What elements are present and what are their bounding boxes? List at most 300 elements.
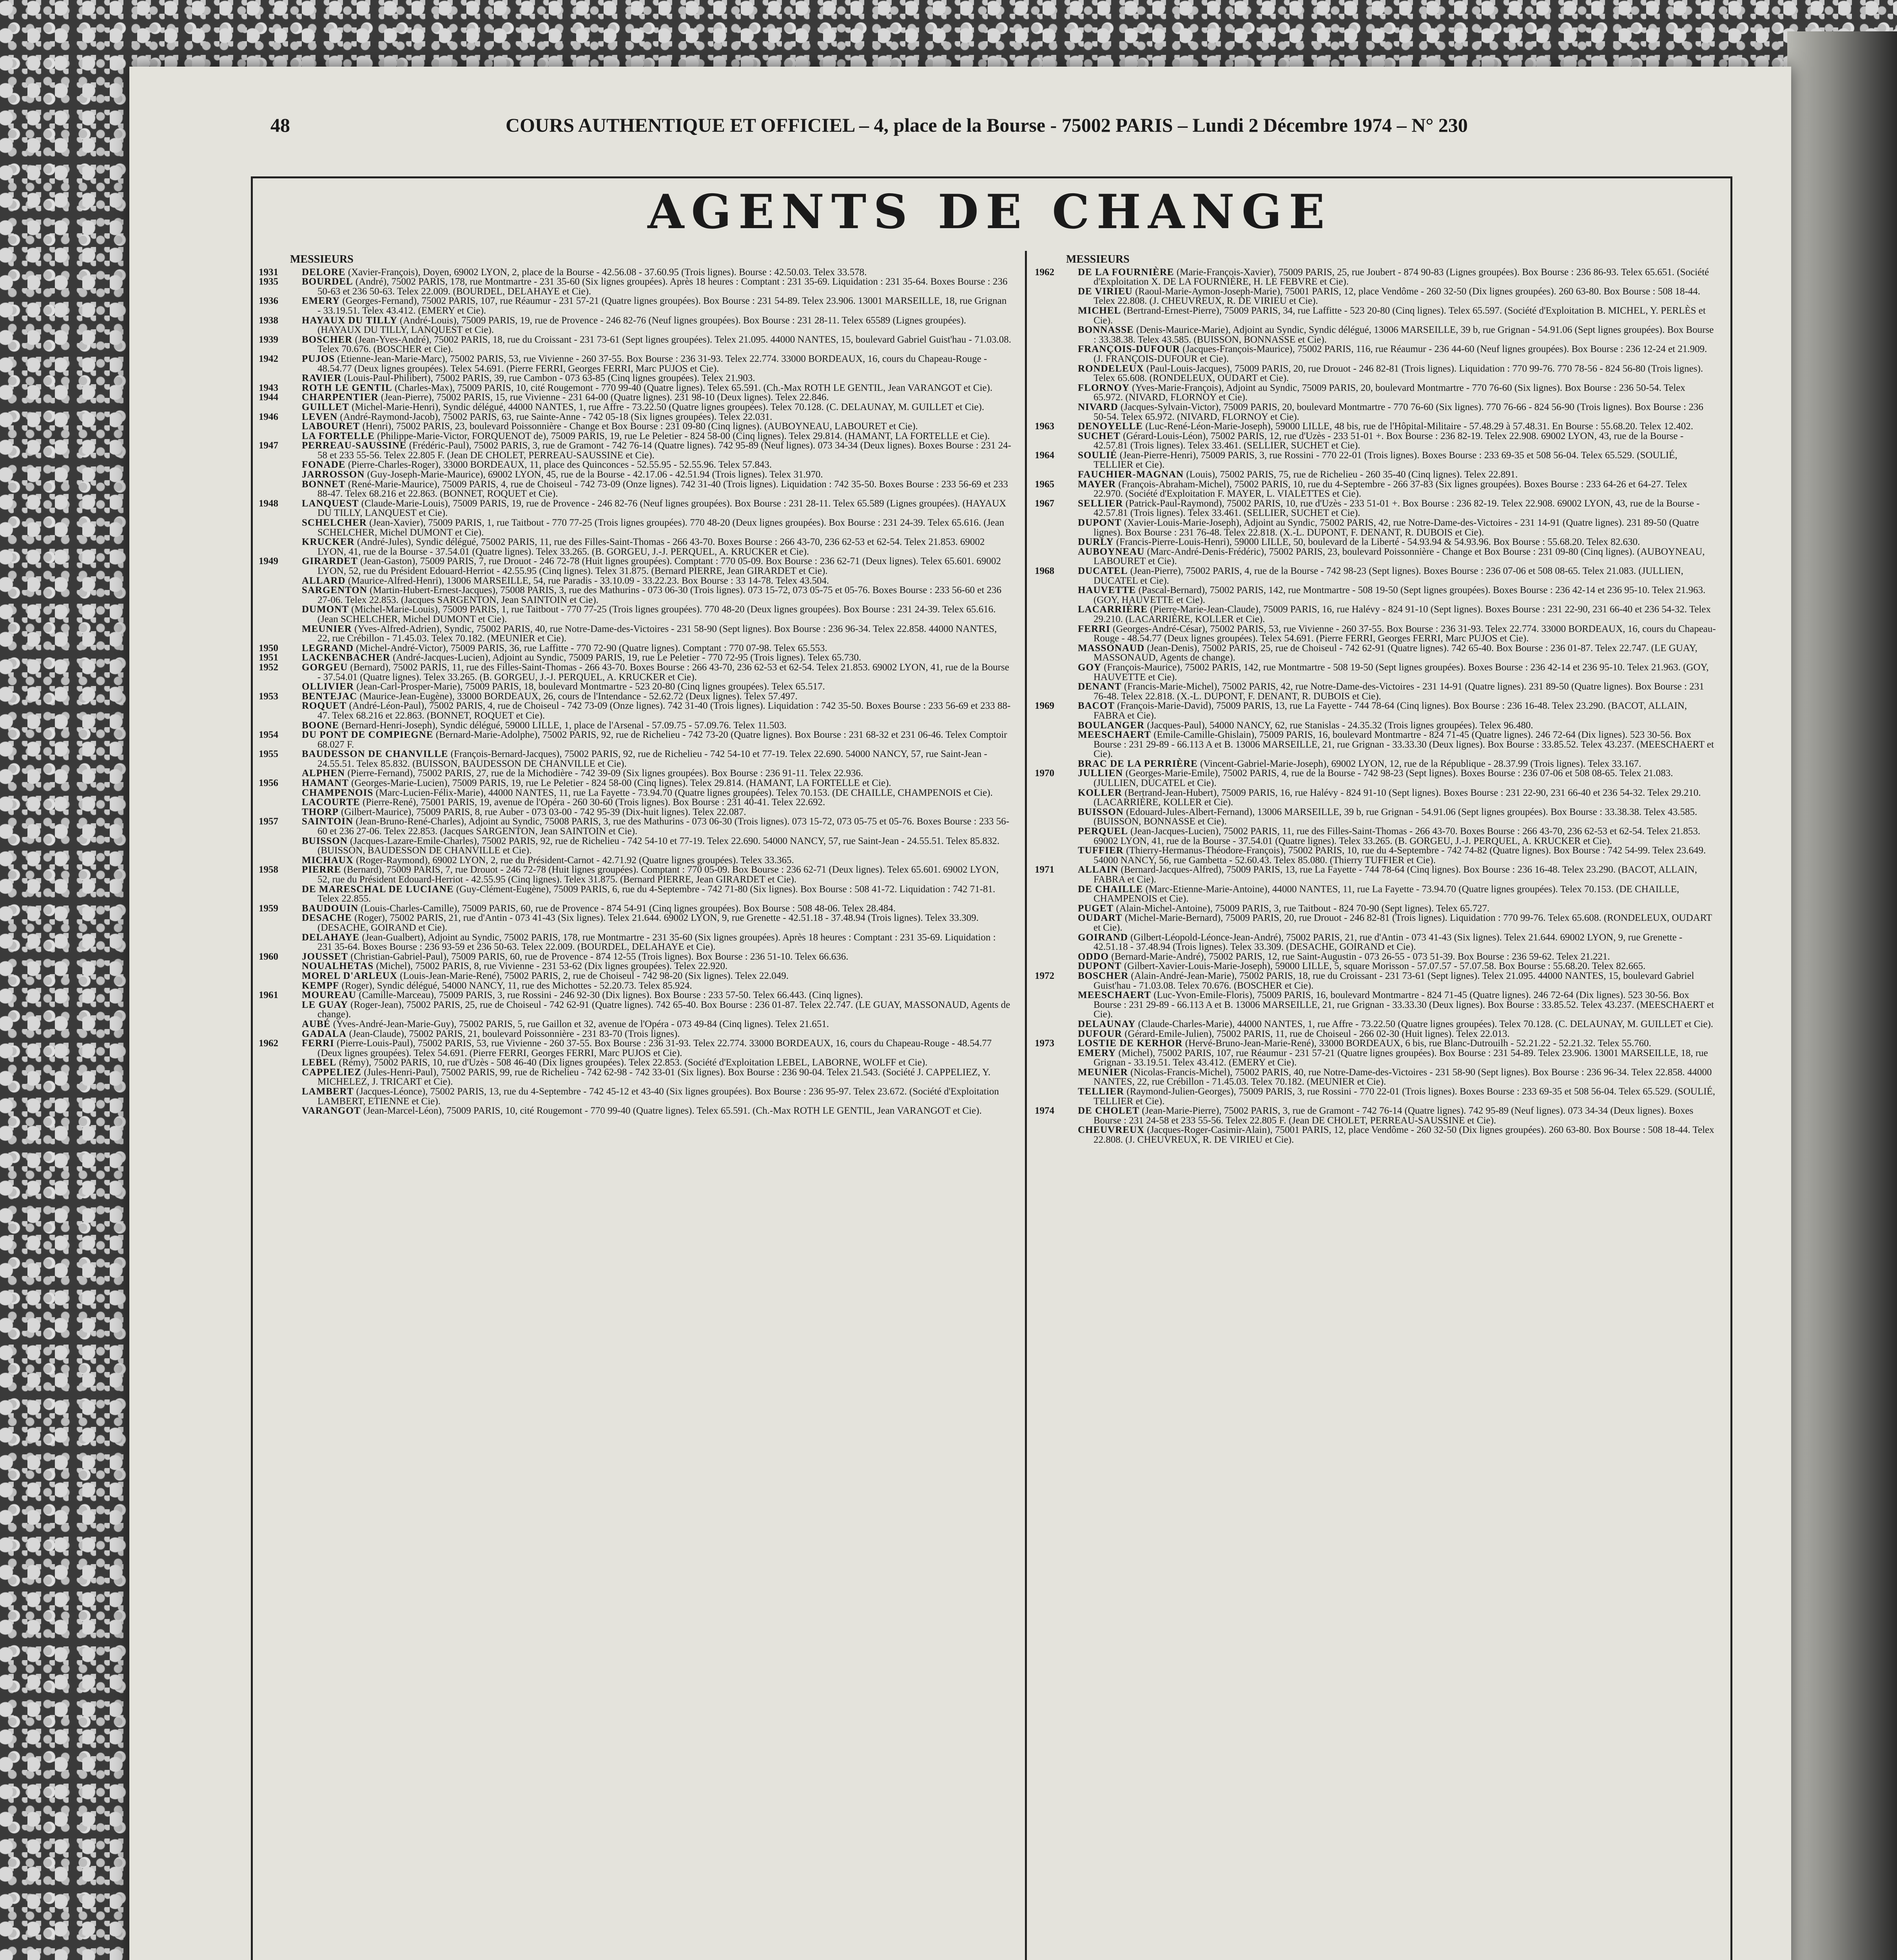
entry-details: (Jacques-Lazare-Emile-Charles), 75002 PARIS, 92, rue de Richelieu - 742 54-10 et 77-19. Telex 22.690. 54000 NANCY, 57, rue Saint-Jean - 24.55.51. Telex 85.832. (BUISSON, BAUDESSON DE CHANVILLE et Cie). — [317, 835, 1000, 856]
entry-name: BOSCHER — [1078, 970, 1129, 981]
entry-name: MEESCHAERT — [1078, 730, 1151, 740]
entry-year: 1936 — [259, 296, 278, 307]
entry-details: (François-Maurice), 75002 PARIS, 142, rue Montmartre - 508 19-50 (Sept lignes groupées). Boxes Bourse : 236 42-14 et 236 95-10. Telex 21.963. (GOY, HAUVETTE et Cie). — [1094, 662, 1709, 682]
entry-details: (Michel), 75002 PARIS, 8, rue Vivienne - 231 53-62 (Dix lignes groupées). Telex 22.920. — [376, 961, 728, 972]
entry-name: GOIRAND — [1078, 932, 1128, 943]
entry-details: (Bertrand-Jean-Hubert), 75009 PARIS, 16, rue Halévy - 824 91-10 (Sept lignes). Boxes Bourse : 231 22-90, 231 66-40 et 236 54-32. Telex 29.210. (LACARRIÈRE, KOLLER et Cie). — [1094, 787, 1701, 808]
entry-year: 1955 — [259, 749, 278, 760]
list-item — [1035, 537, 1717, 547]
entry-name: BUISSON — [1078, 806, 1124, 817]
entry-details: (Gilbert-Léopold-Léonce-Jean-André), 75002 PARIS, 21, rue d'Antin - 073 41-43 (Six lignes). Telex 21.644. 69002 LYON, 9, rue Grenette - 42.51.18 - 37.48.94 (Trois lignes). Telex 33.309. (DESACHE, GOIRAND et Cie). — [1094, 932, 1683, 953]
list-item — [1035, 644, 1717, 663]
entry-details: (Edouard-Jules-Albert-Fernand), 13006 MARSEILLE, 39 b, rue Grignan - 54.91.06 (Sept lignes groupées). Box Bourse : 33.38.38. Telex 43.585. (BUISSON, BONNASSE et Cie). — [1094, 806, 1698, 827]
entry-name: SELLIER — [1078, 498, 1123, 509]
list-item — [259, 480, 1011, 499]
entry-details: (André-Léon-Paul), 75002 PARIS, 4, rue de Choiseul - 742 73-09 (Onze lignes). 742 31-40 (Trois lignes). Liquidation : 742 35-50. Boxes Bourse : 233 56-69 et 233 88-47. Telex 68.216 et 22.863. (BONNET, ROQUET et Cie). — [317, 701, 1011, 721]
entry-details: (Michel-Marie-Bernard), 75009 PARIS, 20, rue Drouot - 246 82-81 (Trois lignes). Liquidation : 770 99-76. Telex 65.608. (RONDELEUX, OUDART et Cie). — [1094, 913, 1712, 933]
entry-details: (Bernard-Marie-Adolphe), 75002 PARIS, 92, rue de Richelieu - 742 73-20 (Quatre lignes). Box Bourse : 231 68-32 et 231 06-46. Telex Comptoir 68.027 F. — [317, 730, 1007, 750]
entry-details: (Louis-Jean-Marie-René), 75002 PARIS, 2, rue de Choiseul - 742 98-20 (Six lignes). Telex 22.049. — [400, 970, 789, 981]
entry-details: (André-Jacques-Lucien), Adjoint au Syndic, 75009 PARIS, 19, rue Le Peletier - 770 72-95 (Trois lignes). Telex 65.730. — [393, 652, 861, 663]
entry-year: 1962 — [1035, 267, 1054, 278]
entry-details: (Jean-Xavier), 75009 PARIS, 1, rue Taitbout - 770 77-25 (Trois lignes groupées). 770 48-20 (Deux lignes groupées). Box Bourse : 231 24-39. Telex 65.616. (Jean SCHELCHER, Michel DUMONT et Cie). — [317, 517, 1005, 538]
entry-name: MOUREAU — [302, 990, 356, 1001]
list-item — [1035, 991, 1717, 1020]
list-item — [1035, 971, 1717, 991]
entry-name: HAYAUX DU TILLY — [302, 315, 397, 326]
entry-name: MASSONAUD — [1078, 642, 1145, 653]
list-item — [1035, 701, 1717, 720]
entry-year: 1974 — [1035, 1105, 1054, 1116]
entry-details: (Jean-Carl-Prosper-Marie), 75009 PARIS, 18, boulevard Montmartre - 523 20-80 (Cinq lignes groupées). Telex 65.517. — [356, 681, 825, 692]
entry-year: 1968 — [1035, 566, 1054, 576]
entry-year: 1954 — [259, 730, 278, 740]
entry-name: BACOT — [1078, 701, 1115, 711]
list-item — [1035, 1068, 1717, 1087]
entry-details: (Pierre-René), 75001 PARIS, 19, avenue de l'Opéra - 260 30-60 (Trois lignes). Box Bourse : 231 40-41. Telex 22.692. — [363, 797, 825, 808]
entry-name: SARGENTON — [302, 585, 367, 596]
entry-year: 1952 — [259, 662, 278, 673]
list-item — [1035, 432, 1717, 451]
entry-details: (Martin-Hubert-Ernest-Jacques), 75008 PARIS, 3, rue des Mathurins - 073 06-30 (Trois lignes). 073 15-72, 073 05-75 et 05-76. Boxes Bourse : 233 56-60 et 236 27-06. Telex 22.853. (Jacques SARGENTON, Jean SAINTOIN et Cie). — [317, 585, 1002, 605]
list-item — [259, 769, 1011, 779]
entry-year: 1971 — [1035, 864, 1054, 875]
list-item — [259, 644, 1011, 653]
list-item — [259, 354, 1011, 374]
list-item — [1035, 846, 1717, 865]
entry-details: (Louis-Charles-Camille), 75009 PARIS, 60, rue de Provence - 874 54-91 (Cinq lignes groupées). Box Bourse : 508 48-06. Telex 28.484. — [361, 903, 896, 914]
list-item — [1035, 663, 1717, 682]
list-item — [1035, 952, 1717, 962]
entry-year: 1953 — [259, 691, 278, 702]
entry-name: ALLAIN — [1078, 864, 1119, 875]
entry-details: (Gilbert-Maurice), 75009 PARIS, 8, rue Auber - 073 03-00 - 742 95-39 (Dix-huit lignes). Telex 22.087. — [341, 806, 746, 817]
entry-year: 1960 — [259, 951, 278, 962]
entry-details: (Jacques-François-Maurice), 75002 PARIS, 116, rue Réaumur - 236 44-60 (Neuf lignes groupées). Box Bourse : 236 12-24 et 21.909. (J. FRANÇOIS-DUFOUR et Cie). — [1094, 344, 1707, 364]
list-item — [259, 817, 1011, 836]
entry-name: LACKENBACHER — [302, 652, 390, 663]
list-item — [259, 277, 1011, 296]
entry-name: JOUSSET — [302, 951, 348, 962]
entry-year: 1963 — [1035, 421, 1054, 432]
entry-details: (Michel), 75002 PARIS, 107, rue Réaumur - 231 57-21 (Quatre lignes groupées). Box Bourse : 231 54-89. Telex 23.906. 13001 MARSEILLE, 18, rue Grignan - 33.19.51. Telex 43.412. (EMERY et Cie). — [1094, 1047, 1708, 1068]
entry-details: (Roger-Jean), 75002 PARIS, 25, rue de Choiseul - 742 62-91 (Quatre lignes). 742 65-40. Box Bourse : 236 01-87. Telex 22.747. (LE GUAY, MASSONAUD, Agents de change). — [317, 999, 1010, 1020]
entry-year: 1931 — [259, 267, 278, 278]
entry-name: OLLIVIER — [302, 681, 354, 692]
column-heading: MESSIEURS — [1066, 253, 1130, 265]
entry-details: (Bertrand-Ernest-Pierre), 75009 PARIS, 34, rue Laffitte - 523 20-80 (Cinq lignes). Telex 65.597. (Société d'Exploitation B. MICHEL, Y. PERLÈS et Cie). — [1094, 305, 1706, 326]
list-item — [1035, 345, 1717, 364]
entry-details: (Pierre-Louis-Paul), 75002 PARIS, 53, rue Vivienne - 260 37-55. Box Bourse : 236 31-93. Telex 22.774. 33000 BORDEAUX, 16, cours du Chapeau-Rouge - 48.54.77 (Deux lignes groupées). Telex 54.691. (Pierre FERRI, Georges FERRI, Marc PUJOS et Cie). — [317, 1038, 992, 1058]
entry-name: FERRI — [1078, 623, 1110, 634]
list-item — [1035, 1049, 1717, 1068]
list-item — [1035, 624, 1717, 644]
entry-details: (Jacques-Léonce), 75002 PARIS, 13, rue du 4-Septembre - 742 45-12 et 43-40 (Six lignes groupées). Box Bourse : 236 95-97. Telex 23.672. (Société d'Exploitation LAMBERT, ETIENNE et Cie). — [317, 1086, 999, 1107]
entry-year: 1946 — [259, 411, 278, 422]
entry-name: PUJOS — [302, 353, 335, 364]
entry-details: (Bernard-Henri-Joseph), Syndic délégué, 59000 LILLE, 1, place de l'Arsenal - 57.09.75 - 57.09.76. Telex 11.503. — [341, 720, 787, 731]
list-item — [1035, 403, 1717, 422]
list-item — [259, 913, 1011, 933]
entry-name: LACOURTE — [302, 797, 360, 808]
entry-name: SUCHET — [1078, 430, 1121, 441]
entry-name: FRANÇOIS-DUFOUR — [1078, 344, 1180, 355]
entry-details: (Maurice-Alfred-Henri), 13006 MARSEILLE, 54, rue Paradis - 33.10.09 - 33.22.23. Box Bourse : 33 14-78. Telex 43.504. — [348, 575, 829, 586]
entry-year: 1973 — [1035, 1038, 1054, 1049]
list-item — [1035, 1029, 1717, 1039]
entry-name: DUFOUR — [1078, 1028, 1122, 1039]
list-item — [1035, 470, 1717, 480]
list-item — [1035, 904, 1717, 914]
entry-details: (Jacques-Paul), 54000 NANCY, 62, rue Stanislas - 24.35.32 (Trois lignes groupées). Telex 96.480. — [1147, 720, 1533, 731]
list-item — [259, 788, 1011, 798]
entry-name: PIERRE — [302, 864, 341, 875]
entry-details: (Michel-André-Victor), 75009 PARIS, 36, rue Laffitte - 770 72-90 (Quatre lignes). Comptant : 770 07-98. Telex 65.553. — [356, 642, 827, 653]
entry-name: SAINTOIN — [302, 816, 354, 827]
entry-details: (Yves-Alfred-Adrien), Syndic, 75002 PARIS, 40, rue Notre-Dame-des-Victoires - 231 58-90 (Sept lignes). Box Bourse : 236 96-34. Telex 22.858. 44000 NANTES, 22, rue Crébillon - 71.45.03. Telex 70.182. (MEUNIER et Cie). — [317, 623, 997, 644]
list-item — [1035, 913, 1717, 933]
entry-details: (Georges-Marie-Lucien), 75009 PARIS, 19, rue Le Peletier - 824 58-00 (Cinq lignes). Telex 29.814. (HAMANT, LA FORTELLE et Cie). — [351, 778, 891, 789]
list-item — [259, 750, 1011, 769]
entry-details: (Claude-Charles-Marie), 44000 NANTES, 1, rue Affre - 73.22.50 (Quatre lignes groupées). Telex 70.128. (C. DELAUNAY, M. GUILLET et Cie). — [1138, 1018, 1714, 1029]
entry-name: HAMANT — [302, 778, 349, 789]
entry-details: (Marc-Etienne-Marie-Antoine), 44000 NANTES, 11, rue La Fayette - 73.94.70 (Quatre lignes groupées). Telex 70.153. (DE CHAILLE, CHAMPENOIS et Cie). — [1094, 884, 1679, 904]
entry-details: (Alain-André-Jean-Marie), 75002 PARIS, 18, rue du Croissant - 231 73-61 (Sept lignes). Telex 21.095. 44000 NANTES, 15, boulevard Gabriel Guist'hau - 71.03.08. Telex 70.676. (BOSCHER et Cie). — [1094, 970, 1694, 991]
entry-details: (Maurice-Jean-Eugène), 33000 BORDEAUX, 26, cours de l'Intendance - 52.62.72 (Deux lignes). Telex 57.497. — [359, 691, 798, 702]
entry-name: DE VIRIEU — [1078, 286, 1133, 297]
left-column — [259, 255, 1011, 1116]
entry-year: 1962 — [259, 1038, 278, 1049]
entry-details: (Raoul-Marie-Aymon-Joseph-Marie), 75001 PARIS, 12, place Vendôme - 260 32-50 (Dix lignes groupées). 260 63-80. Box Bourse : 508 18-44. Telex 22.808. (J. CHEUVREUX, R. DE VIRIEU et Cie). — [1094, 286, 1701, 307]
entry-name: FONADE — [302, 459, 346, 470]
entry-details: (Jean-Jacques-Lucien), 75002 PARIS, 11, rue des Filles-Saint-Thomas - 266 43-70. Boxes Bourse : 266 43-70, 236 62-53 et 62-54. Telex 21.853. 69002 LYON, 41, rue de la Bourse - 37.54.01 (Quatre lignes). Telex 33.265. (B. GORGEU, J.-J. PERQUEL, A. KRUCKER et Cie). — [1094, 826, 1701, 846]
list-item — [1035, 769, 1717, 788]
entry-year: 1972 — [1035, 970, 1054, 981]
list-item — [259, 1058, 1011, 1068]
entry-details: (Francis-Marie-Michel), 75002 PARIS, 42, rue Notre-Dame-des-Victoires - 231 14-91 (Quatre lignes). 231 89-50 (Quatre lignes). Box Bourse : 231 76-48. Telex 22.818. (X.-L. DUPONT, F. DENANT, R. DUBOIS et Cie). — [1094, 681, 1704, 702]
entry-name: LABOURET — [302, 421, 360, 432]
entry-details: (Michel-Marie-Henri), Syndic délégué, 44000 NANTES, 1, rue Affre - 73.22.50 (Quatre lignes groupées). Telex 70.128. (C. DELAUNAY, M. GUILLET et Cie). — [352, 401, 985, 412]
entry-name: GIRARDET — [302, 556, 358, 567]
entry-details: (Patrick-Paul-Raymond), 75002 PARIS, 10, rue d'Uzès - 233 51-01 +. Box Bourse : 236 82-19. Telex 22.908. 69002 LYON, 43, rue de la Bourse - 42.57.81 (Trois lignes). Telex 33.461. (SELLIER, SUCHET et Cie). — [1094, 498, 1700, 519]
entry-details: (Pierre-Marie-Jean-Claude), 75009 PARIS, 16, rue Halévy - 824 91-10 (Sept lignes). Boxes Bourse : 231 22-90, 231 66-40 et 236 54-32. Telex 29.210. (LACARRIÈRE, KOLLER et Cie). — [1094, 604, 1711, 624]
entry-details: (Denis-Maurice-Marie), Adjoint au Syndic, Syndic délégué, 13006 MARSEILLE, 39 b, rue Grignan - 54.91.06 (Sept lignes groupées). Box Bourse : 33.38.38. Telex 43.585. (BUISSON, BONNASSE et Cie). — [1094, 325, 1714, 345]
entry-details: (Jean-Pierre-Henri), 75009 PARIS, 3, rue Rossini - 770 22-01 (Trois lignes). Boxes Bourse : 233 69-35 et 508 56-04. Telex 65.529. (SOULIÉ, TELLIER et Cie). — [1094, 450, 1678, 470]
list-item — [259, 837, 1011, 856]
list-item — [1035, 933, 1717, 952]
entry-name: GUILLET — [302, 401, 349, 412]
entry-name: DE MARESCHAL DE LUCIANE — [302, 884, 454, 895]
header-title: COURS AUTHENTIQUE ET OFFICIEL – 4, place de la Bourse - 75002 PARIS – Lundi 2 Décembre 1974 – N° 230 — [506, 114, 1468, 136]
list-item — [259, 1106, 1011, 1116]
list-item — [1035, 1020, 1717, 1029]
entry-details: (Alain-Michel-Antoine), 75009 PARIS, 3, rue Taitbout - 824 70-90 (Sept lignes). Telex 65.727. — [1116, 903, 1490, 914]
list-item — [1035, 499, 1717, 518]
entry-details: (Louis-Paul-Philibert), 75002 PARIS, 39, rue Cambon - 073 63-85 (Cinq lignes groupées). Telex 21.903. — [344, 373, 755, 384]
entry-details: (André-Louis), 75009 PARIS, 19, rue de Provence - 246 82-76 (Neuf lignes groupées). Box Bourse : 231 28-11. Telex 65589 (Lignes groupées). (HAYAUX DU TILLY, LANQUEST et Cie). — [317, 315, 967, 336]
entry-name: KEMPF — [302, 980, 339, 991]
list-item — [1035, 287, 1717, 306]
entry-name: MOREL D'ARLEUX — [302, 970, 397, 981]
list-item — [259, 1087, 1011, 1106]
list-item — [259, 962, 1011, 971]
list-item — [1035, 325, 1717, 345]
entry-details: (Pascal-Bernard), 75002 PARIS, 142, rue Montmartre - 508 19-50 (Sept lignes groupées). Boxes Bourse : 236 42-14 et 236 95-10. Telex 21.963. (GOY, HAUVETTE et Cie). — [1094, 585, 1706, 605]
list-item — [1035, 451, 1717, 470]
entry-year: 1949 — [259, 556, 278, 567]
entry-details: (Guy-Clément-Eugène), 75009 PARIS, 6, rue du 4-Septembre - 742 71-80 (Six lignes). Box Bourse : 508 41-72. Liquidation : 742 71-81. Telex 22.855. — [317, 884, 996, 904]
entry-name: PERREAU-SAUSSINE — [302, 440, 407, 451]
entry-name: ALLARD — [302, 575, 346, 586]
entry-name: MICHEL — [1078, 305, 1121, 316]
entry-details: (Guy-Joseph-Marie-Maurice), 69002 LYON, 45, rue de la Bourse - 42.17.06 - 42.51.94 (Trois lignes). Telex 31.970. — [367, 469, 823, 480]
entry-details: (Nicolas-Francis-Michel), 75002 PARIS, 40, rue Notre-Dame-des-Victoires - 231 58-90 (Sept lignes). Box Bourse : 236 96-34. Telex 22.858. 44000 NANTES, 22, rue Crébillon - 71.45.03. Telex 70.182. (MEUNIER et Cie). — [1094, 1067, 1712, 1087]
list-item — [259, 663, 1011, 682]
entry-details: (André), 75002 PARIS, 178, rue Montmartre - 231 35-60 (Six lignes groupées). Après 18 heures : Comptant : 231 35-69. Liquidation : 231 35-64. Boxes Bourse : 236 50-63 et 236 50-63. Telex 22.009. (BOURDEL, DELAHAYE et Cie). — [317, 276, 1008, 297]
entry-details: (Jean-Claude), 75002 PARIS, 21, boulevard Poissonnière - 231 83-70 (Trois lignes). — [349, 1028, 680, 1039]
entry-name: HAUVETTE — [1078, 585, 1136, 596]
entry-name: OUDART — [1078, 913, 1123, 924]
list-item — [1035, 605, 1717, 624]
entry-details: (François-Abraham-Michel), 75002 PARIS, 10, rue du 4-Septembre - 266 37-83 (Six lignes groupées). Boxes Bourse : 233 64-26 et 64-27. Telex 22.970. (Société d'Exploitation F. MAYER, L. VIALETTES et Cie). — [1094, 479, 1687, 499]
entry-details: (Gérard-Emile-Julien), 75002 PARIS, 11, rue de Choiseul - 266 02-30 (Huit lignes). Telex 22.013. — [1124, 1028, 1510, 1039]
entry-name: NOUALHETAS — [302, 961, 374, 972]
entry-details: (Christian-Gabriel-Paul), 75009 PARIS, 60, rue de Provence - 874 12-55 (Trois lignes). Box Bourse : 236 51-10. Telex 66.636. — [350, 951, 849, 962]
entry-name: KOLLER — [1078, 787, 1122, 798]
entry-name: BONNET — [302, 479, 346, 490]
entry-details: (Yves-André-Jean-Marie-Guy), 75002 PARIS, 5, rue Gaillon et 32, avenue de l'Opéra - 073 49-84 (Cinq lignes). Telex 21.651. — [333, 1018, 829, 1029]
entry-name: GORGEU — [302, 662, 348, 673]
entry-details: (Roger), 75002 PARIS, 21, rue d'Antin - 073 41-43 (Six lignes). Telex 21.644. 69002 LYON, 9, rue Grenette - 42.51.18 - 37.48.94 (Trois lignes). Telex 33.309. (DESACHE, GOIRAND et Cie). — [317, 913, 979, 933]
list-item — [259, 518, 1011, 537]
entry-name: LA FORTELLE — [302, 430, 375, 441]
entry-year: 1944 — [259, 392, 278, 403]
list-item — [1035, 268, 1717, 287]
entry-details: (Etienne-Jean-Marie-Marc), 75002 PARIS, 53, rue Vivienne - 260 37-55. Box Bourse : 236 31-93. Telex 22.774. 33000 BORDEAUX, 16, cours du Chapeau-Rouge - 48.54.77 (Deux lignes groupées). Telex 54.691. (Pierre FERRI, Georges FERRI, Marc PUJOS et Cie). — [317, 353, 987, 374]
entry-name: NIVARD — [1078, 401, 1118, 412]
entry-name: DELORE — [302, 267, 346, 278]
entry-name: DE LA FOURNIÈRE — [1078, 267, 1174, 278]
entry-details: (Marc-André-Denis-Frédéric), 75002 PARIS, 23, boulevard Poissonnière - Change et Box Bourse : 231 09-80 (Cinq lignes). (AUBOYNEAU, LABOURET et Cie). — [1094, 546, 1705, 567]
list-item — [259, 470, 1011, 480]
list-item — [259, 904, 1011, 914]
list-item — [259, 865, 1011, 884]
list-item — [1035, 364, 1717, 383]
entry-details: (Roger-Raymond), 69002 LYON, 2, rue du Président-Carnot - 42.71.92 (Quatre lignes groupées). Telex 33.365. — [356, 855, 794, 866]
list-item — [259, 798, 1011, 808]
entry-details: (Xavier-Louis-Marie-Joseph), Adjoint au Syndic, 75002 PARIS, 42, rue Notre-Dame-des-Victoires - 231 14-91 (Quatre lignes). 231 89-50 (Quatre lignes). Box Bourse : 231 76-48. Telex 22.818. (X.-L. DUPONT, F. DENANT, R. DUBOIS et Cie). — [1094, 517, 1699, 538]
entry-name: DE CHOLET — [1078, 1105, 1139, 1116]
list-item — [259, 721, 1011, 731]
list-item — [1035, 808, 1717, 827]
entry-name: LEBEL — [302, 1057, 337, 1068]
list-item — [259, 933, 1011, 952]
entry-details: (Jean-Bruno-René-Charles), Adjoint au Syndic, 75008 PARIS, 3, rue des Mathurins - 073 06-30 (Trois lignes). 073 15-72, 073 05-75 et 05-76. Boxes Bourse : 233 56-60 et 236 27-06. Telex 22.853. (Jacques SARGENTON, Jean SAINTOIN et Cie). — [317, 816, 1009, 837]
entry-name: CHAMPENOIS — [302, 787, 374, 798]
entry-details: (Claude-Marie-Louis), 75009 PARIS, 19, rue de Provence - 246 82-76 (Neuf lignes groupées). Box Bourse : 231 28-11. Telex 65.589 (Lignes groupées). (HAYAUX DU TILLY, LANQUEST et Cie). — [317, 498, 1007, 519]
entry-year: 1958 — [259, 864, 278, 875]
entry-name: MICHAUX — [302, 855, 354, 866]
entry-details: (Camille-Marceau), 75009 PARIS, 3, rue Rossini - 246 92-30 (Dix lignes). Box Bourse : 233 57-50. Telex 66.443. (Cinq lignes). — [359, 990, 863, 1001]
entry-name: CHEUVREUX — [1078, 1125, 1145, 1136]
list-item — [259, 692, 1011, 702]
entry-year: 1935 — [259, 276, 278, 287]
list-item — [259, 779, 1011, 788]
entry-details: (Bernard), 75009 PARIS, 7, rue Drouot - 246 72-78 (Huit lignes groupées). Comptant : 770 05-09. Box Bourse : 236 62-71 (Deux lignes). Telex 65.601. 69002 LYON, 52, rue du Président Edouard-Herriot - 42.55.95 (Cinq lignes). Telex 31.875. (Bernard PIERRE, Jean GIRARDET et Cie). — [317, 864, 999, 885]
list-item — [259, 296, 1011, 316]
list-item — [1035, 1087, 1717, 1106]
entry-year: 1957 — [259, 816, 278, 827]
list-item — [259, 856, 1011, 866]
list-item — [259, 432, 1011, 441]
list-item — [259, 335, 1011, 354]
entry-name: RAVIER — [302, 373, 342, 384]
entry-name: MEUNIER — [302, 623, 352, 634]
list-item — [1035, 865, 1717, 884]
entry-details: (Jean-Gualbert), Adjoint au Syndic, 75002 PARIS, 178, rue Montmartre - 231 35-60 (Six lignes groupées). Après 18 heures : Comptant : 231 35-69. Liquidation : 231 35-64. Boxes Bourse : 236 93-59 et 236 50-63. Telex 22.009. (BOURDEL, DELAHAYE et Cie). — [317, 932, 996, 953]
entry-name: BOONE — [302, 720, 339, 731]
list-item — [259, 1020, 1011, 1029]
entry-details: (Paul-Louis-Jacques), 75009 PARIS, 20, rue Drouot - 246 82-81 (Trois lignes). Liquidation : 770 99-76. 770 78-56 - 824 56-80 (Trois lignes). Telex 65.608. (RONDELEUX, OUDART et Cie). — [1094, 363, 1703, 384]
entry-name: LACARRIÈRE — [1078, 604, 1148, 615]
entry-name: CHARPENTIER — [302, 392, 379, 403]
list-item — [259, 586, 1011, 605]
list-item — [1035, 1106, 1717, 1125]
entry-name: LANQUEST — [302, 498, 359, 509]
entry-name: FAUCHIER-MAGNAN — [1078, 469, 1184, 480]
entry-name: DELAHAYE — [302, 932, 360, 943]
list-item — [259, 403, 1011, 412]
entry-name: BENTEJAC — [302, 691, 357, 702]
list-item — [259, 991, 1011, 1000]
entry-details: (Jean-Marie-Pierre), 75002 PARIS, 3, rue de Gramont - 742 76-14 (Quatre lignes). 742 95-89 (Neuf lignes). 073 34-34 (Deux lignes). Boxes Bourse : 231 24-58 et 233 55-56. Telex 22.805 F. (Jean DE CHOLET, PERREAU-SAUSSINE et Cie). — [1094, 1105, 1694, 1126]
entry-details: (Hervé-Bruno-Jean-Marie-René), 33000 BORDEAUX, 6 bis, rue Blanc-Dutrouilh - 52.21.22 - 52.21.32. Telex 55.760. — [1185, 1038, 1651, 1049]
entry-year: 1939 — [259, 334, 278, 345]
column-divider — [1025, 251, 1027, 1960]
list-item — [259, 624, 1011, 644]
entry-name: GADALA — [302, 1028, 347, 1039]
entry-name: MEESCHAERT — [1078, 990, 1151, 1001]
list-item — [259, 537, 1011, 557]
list-item — [259, 605, 1011, 624]
list-item — [259, 460, 1011, 470]
list-item — [1035, 962, 1717, 971]
entry-details: (Thierry-Hermanus-Théodore-François), 75002 PARIS, 10, rue du 4-Septembre - 742 74-82 (Quatre lignes). Box Bourse : 742 54-99. Telex 23.649. 54000 NANCY, 56, rue Gambetta - 52.60.43. Telex 85.080. (Thierry TUFFIER et Cie). — [1094, 845, 1706, 866]
entry-name: AUBÉ — [302, 1018, 331, 1029]
list-item — [1035, 586, 1717, 605]
list-item — [259, 268, 1011, 278]
entry-name: LAMBERT — [302, 1086, 354, 1097]
entry-details: (Michel-Marie-Louis), 75009 PARIS, 1, rue Taitbout - 770 77-25 (Trois lignes groupées). 770 48-20 (Deux lignes groupées). Box Bourse : 231 24-39. Telex 65.616. (Jean SCHELCHER, Michel DUMONT et Cie). — [317, 604, 996, 624]
entry-name: GOY — [1078, 662, 1101, 673]
entry-name: TUFFIER — [1078, 845, 1124, 856]
entry-details: (Louis), 75002 PARIS, 75, rue de Richelieu - 260 35-40 (Cinq lignes). Telex 22.891. — [1186, 469, 1518, 480]
entry-name: LEGRAND — [302, 642, 354, 653]
entry-year: 1956 — [259, 778, 278, 789]
entry-year: 1969 — [1035, 701, 1054, 711]
list-item — [259, 952, 1011, 962]
list-item — [1035, 788, 1717, 808]
list-item — [259, 981, 1011, 991]
entry-name: BAUDOUIN — [302, 903, 359, 914]
entry-year: 1965 — [1035, 479, 1054, 490]
entry-name: FERRI — [302, 1038, 334, 1049]
list-item — [1035, 306, 1717, 325]
entry-name: VARANGOT — [302, 1105, 361, 1116]
entry-details: (Pierre-Charles-Roger), 33000 BORDEAUX, 11, place des Quinconces - 52.55.95 - 52.55.96. Telex 57.843. — [348, 459, 772, 470]
entry-details: (Jean-Denis), 75002 PARIS, 25, rue de Choiseul - 742 62-91 (Quatre lignes). 742 65-40. Box Bourse : 236 01-87. Telex 22.747. (LE GUAY, MASSONAUD, Agents de change). — [1094, 642, 1698, 663]
list-item — [259, 374, 1011, 383]
entry-name: DURLY — [1078, 537, 1114, 548]
entry-name: ROQUET — [302, 701, 347, 711]
list-item — [259, 383, 1011, 393]
entry-details: (Bernard), 75002 PARIS, 11, rue des Filles-Saint-Thomas - 266 43-70. Boxes Bourse : 266 43-70, 236 62-53 et 62-54. Telex 21.853. 69002 LYON, 41, rue de la Bourse - 37.54.01 (Quatre lignes). Telex 33.265. (B. GORGEU, J.-J. PERQUEL, A. KRUCKER et Cie). — [317, 662, 1009, 682]
list-item — [259, 682, 1011, 692]
entry-details: (Luc-Yvon-Emile-Floris), 75009 PARIS, 16, boulevard Montmartre - 824 71-45 (Quatre lignes). 246 72-64 (Dix lignes). 523 30-56. Box Bourse : 231 29-89 - 66.113 A et B. 13006 MARSEILLE, 21, rue Grignan - 33.33.30 (Deux lignes). Box Bourse : 33.85.52. Telex 43.237. (MEESCHAERT et Cie). — [1094, 990, 1714, 1020]
list-item — [259, 1039, 1011, 1058]
entry-details: (François-Bernard-Jacques), 75002 PARIS, 92, rue de Richelieu - 742 54-10 et 77-19. Telex 22.690. 54000 NANCY, 57, rue Saint-Jean - 24.55.51. Telex 85.832. (BUISSON, BAUDESSON DE CHANVILLE et Cie). — [317, 749, 987, 769]
entry-details: (Philippe-Marie-Victor, FORQUENOT de), 75009 PARIS, 19, rue Le Peletier - 824 58-00 (Cinq lignes). Telex 29.814. (HAMANT, LA FORTELLE et Cie). — [377, 430, 990, 441]
list-item — [259, 1068, 1011, 1087]
entry-details: (André-Jules), Syndic délégué, 75002 PARIS, 11, rue des Filles-Saint-Thomas - 266 43-70. Boxes Bourse : 266 43-70, 236 62-53 et 62-54. Telex 21.853. 69002 LYON, 41, rue de la Bourse - 37.54.01 (Quatre lignes). Telex 33.265. (B. GORGEU, J.-J. PERQUEL, A. KRUCKER et Cie). — [317, 537, 985, 557]
entry-details: (Pierre-Fernand), 75002 PARIS, 27, rue de la Michodière - 742 39-09 (Six lignes groupées). Box Bourse : 236 91-11. Telex 22.936. — [347, 768, 863, 779]
entry-name: BOSCHER — [302, 334, 353, 345]
entry-name: ALPHEN — [302, 768, 345, 779]
entry-name: DESACHE — [302, 913, 352, 924]
entry-details: (Bernard-Jacques-Alfred), 75009 PARIS, 13, rue La Fayette - 744 78-64 (Cinq lignes). Box Bourse : 236 16-48. Telex 23.290. (BACOT, ALLAIN, FABRA et Cie). — [1094, 864, 1697, 885]
entry-year: 1959 — [259, 903, 278, 914]
list-item — [259, 653, 1011, 663]
list-item — [259, 885, 1011, 904]
entry-details: (René-Marie-Maurice), 75009 PARIS, 4, rue de Choiseul - 742 73-09 (Onze lignes). 742 31-40 (Trois lignes). Liquidation : 742 35-50. Boxes Bourse : 233 56-69 et 233 88-47. Telex 68.216 et 22.863. (BONNET, ROQUET et Cie). — [317, 479, 1008, 499]
entry-details: (Georges-André-César), 75002 PARIS, 53, rue Vivienne - 260 37-55. Box Bourse : 236 31-93. Telex 22.774. 33000 BORDEAUX, 16, cours du Chapeau-Rouge - 48.54.77 (Deux lignes groupées). Telex 54.691. (Pierre FERRI, Georges FERRI, Marc PUJOS et Cie). — [1094, 623, 1716, 644]
entry-name: EMERY — [302, 296, 340, 307]
entry-details: (Raymond-Julien-Georges), 75009 PARIS, 3, rue Rossini - 770 22-01 (Trois lignes). Boxes Bourse : 233 69-35 et 508 56-04. Telex 65.529. (SOULIÉ, TELLIER et Cie). — [1094, 1086, 1716, 1107]
list-item — [1035, 480, 1717, 499]
list-item — [259, 701, 1011, 720]
entry-name: SOULIÉ — [1078, 450, 1117, 461]
page-title: AGENTS DE CHANGE — [647, 184, 1332, 240]
entry-details: (Henri), 75002 PARIS, 23, boulevard Poissonnière - Change et Box Bourse : 231 09-80 (Cinq lignes). (AUBOYNEAU, LABOURET et Cie). — [362, 421, 918, 432]
list-item — [259, 422, 1011, 432]
entry-name: BRAC DE LA PERRIÈRE — [1078, 758, 1198, 769]
list-item — [259, 557, 1011, 576]
entry-year: 1942 — [259, 353, 278, 364]
entry-name: EMERY — [1078, 1047, 1116, 1058]
list-item — [1035, 383, 1717, 403]
entry-name: JARROSSON — [302, 469, 365, 480]
entry-details: (Marie-François-Xavier), 75009 PARIS, 25, rue Joubert - 874 90-83 (Lignes groupées). Box Bourse : 236 86-93. Telex 65.651. (Société d'Exploitation X. DE LA FOURNIÈRE, H. LE FEBVRE et Cie). — [1094, 267, 1709, 287]
list-item — [1035, 1039, 1717, 1049]
book-spine — [1787, 31, 1897, 1960]
entry-year: 1943 — [259, 382, 278, 393]
entry-details: (André-Raymond-Jacob), 75002 PARIS, 63, rue Sainte-Anne - 742 05-18 (Six lignes groupées). Telex 22.031. — [340, 411, 773, 422]
entry-name: DU PONT DE COMPIEGNE — [302, 730, 433, 740]
entry-year: 1947 — [259, 440, 278, 451]
entry-name: PERQUEL — [1078, 826, 1128, 837]
entry-name: THORP — [302, 806, 339, 817]
entry-name: BOURDEL — [302, 276, 353, 287]
entry-details: (Marc-Lucien-Félix-Marie), 44000 NANTES, 11, rue La Fayette - 73.94.70 (Quatre lignes groupées). Telex 70.153. (DE CHAILLE, CHAMPENOIS et Cie). — [375, 787, 993, 798]
list-item — [1035, 730, 1717, 759]
entry-details: (Gilbert-Xavier-Louis-Marie-Joseph), 59000 LILLE, 5, square Morisson - 57.07.57 - 57.07.58. Box Bourse : 55.68.20. Telex 82.665. — [1124, 961, 1646, 972]
entry-name: DENANT — [1078, 681, 1122, 692]
list-item — [1035, 566, 1717, 586]
entry-details: (Francis-Pierre-Louis-Henri), 59000 LILLE, 50, boulevard de la Liberté - 54.93.94 & 54.93.96. Box Bourse : 55.68.20. Telex 82.630. — [1116, 537, 1640, 548]
entry-name: BUISSON — [302, 835, 348, 846]
page-header — [141, 114, 1591, 145]
entry-details: (Frédéric-Paul), 75002 PARIS, 3, rue de Gramont - 742 76-14 (Quatre lignes). 742 95-89 (Neuf lignes). 073 34-34 (Deux lignes). Boxes Bourse : 231 24-58 et 233 55-56. Telex 22.805 F. (Jean DE CHOLET, PERREAU-SAUSSINE et Cie). — [317, 440, 1012, 461]
list-item — [259, 412, 1011, 422]
